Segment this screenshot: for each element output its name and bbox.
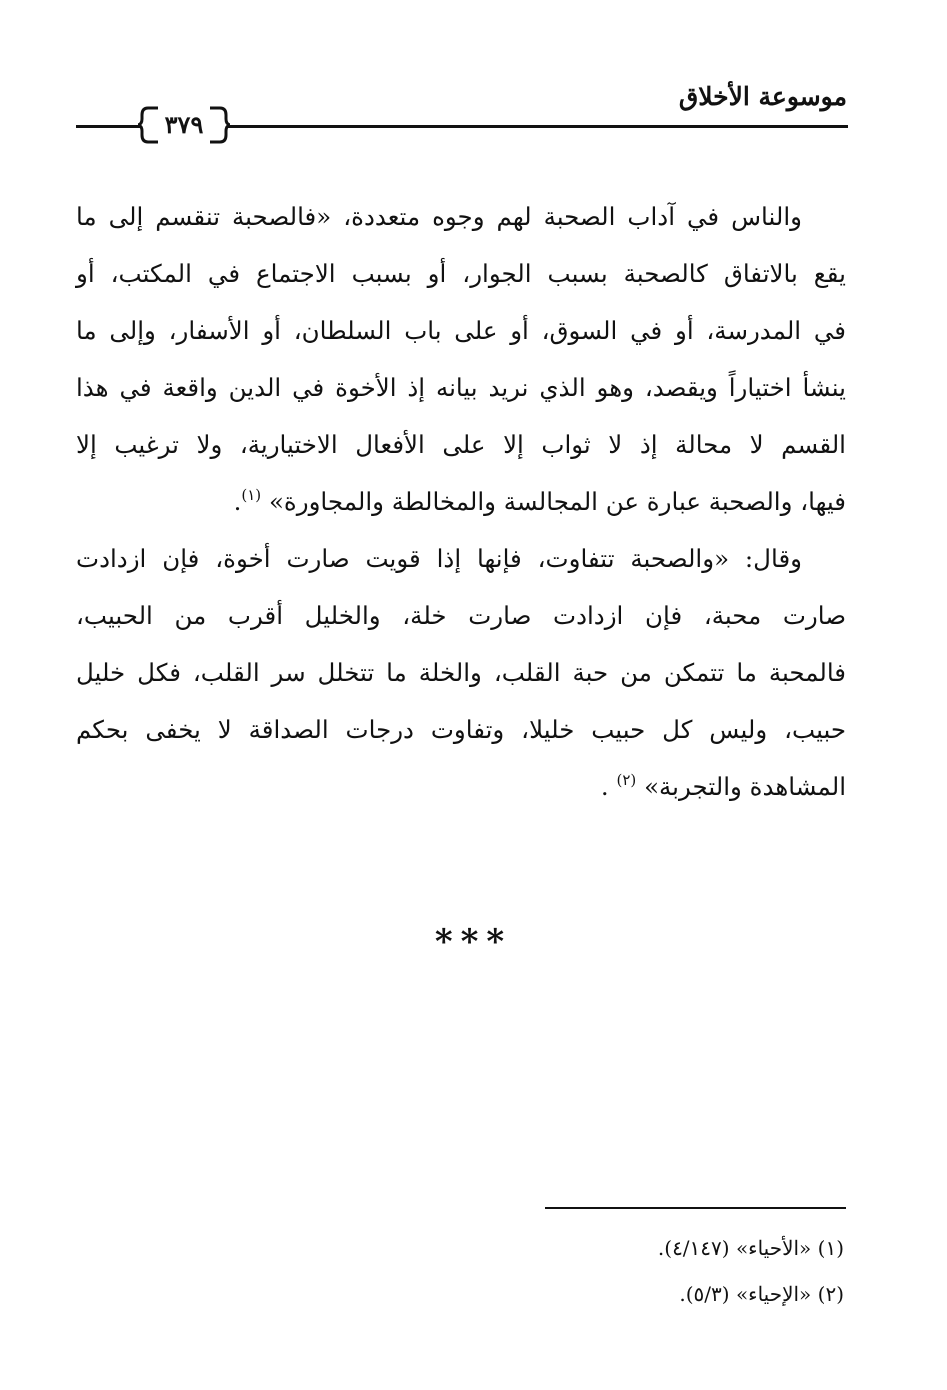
text-line: يقع بالاتفاق كالصحبة بسبب الجوار، أو بسبب الاجتماع في المكتب، أو [76,259,846,288]
footnote-2: (٢) «الإحياء» (٥/٣). [679,1282,844,1306]
text-line: القسم لا محالة إذ لا ثواب إلا على الأفعال الاختيارية، ولا ترغيب إلا [76,430,846,459]
page-number-frame [138,103,230,147]
footnote-rule [545,1207,846,1209]
main-text [76,188,846,815]
text-line-content: المشاهدة والتجربة» [644,772,846,801]
sentence-period: . [600,772,609,801]
footnote-ref-2: (٢) [616,771,637,789]
running-header-title: موسوعة الأخلاق [678,82,847,111]
text-line: فالمحبة ما تتمكن من حبة القلب، والخلة ما تتخلل سر القلب، فكل خليل [76,658,846,687]
text-line: وقال: «والصحبة تتفاوت، فإنها إذا قويت صارت أخوة، فإن ازدادت [76,544,802,573]
text-line [76,758,846,815]
footnote-1: (١) «الأحياء» (٤/١٤٧). [657,1236,844,1260]
text-line: حبيب، وليس كل حبيب خليلا، وتفاوت درجات الصداقة لا يخفى بحكم [76,715,846,744]
header-rule-right [228,125,848,128]
text-line [76,473,846,530]
footnote-ref-1: (١) [241,486,262,504]
text-line-content: فيها، والصحبة عبارة عن المجالسة والمخالطة والمجاورة» [268,487,846,516]
text-line: في المدرسة، أو في السوق، أو على باب السلطان، أو الأسفار، وإلى ما [76,316,846,345]
footnotes [658,1225,844,1317]
section-separator-stars: *** [434,922,513,962]
text-line: صارت محبة، فإن ازدادت صارت خلة، والخليل أقرب من الحبيب، [76,601,846,630]
text-line: والناس في آداب الصحبة لهم وجوه متعددة، «فالصحبة تنقسم إلى ما [76,202,802,231]
sentence-period: . [233,487,242,516]
page-number: ٣٧٩ [164,110,204,139]
header-rule-left [76,125,140,128]
text-line: ينشأ اختياراً ويقصد، وهو الذي نريد بيانه إذ الأخوة في الدين واقعة في هذا [76,373,846,402]
